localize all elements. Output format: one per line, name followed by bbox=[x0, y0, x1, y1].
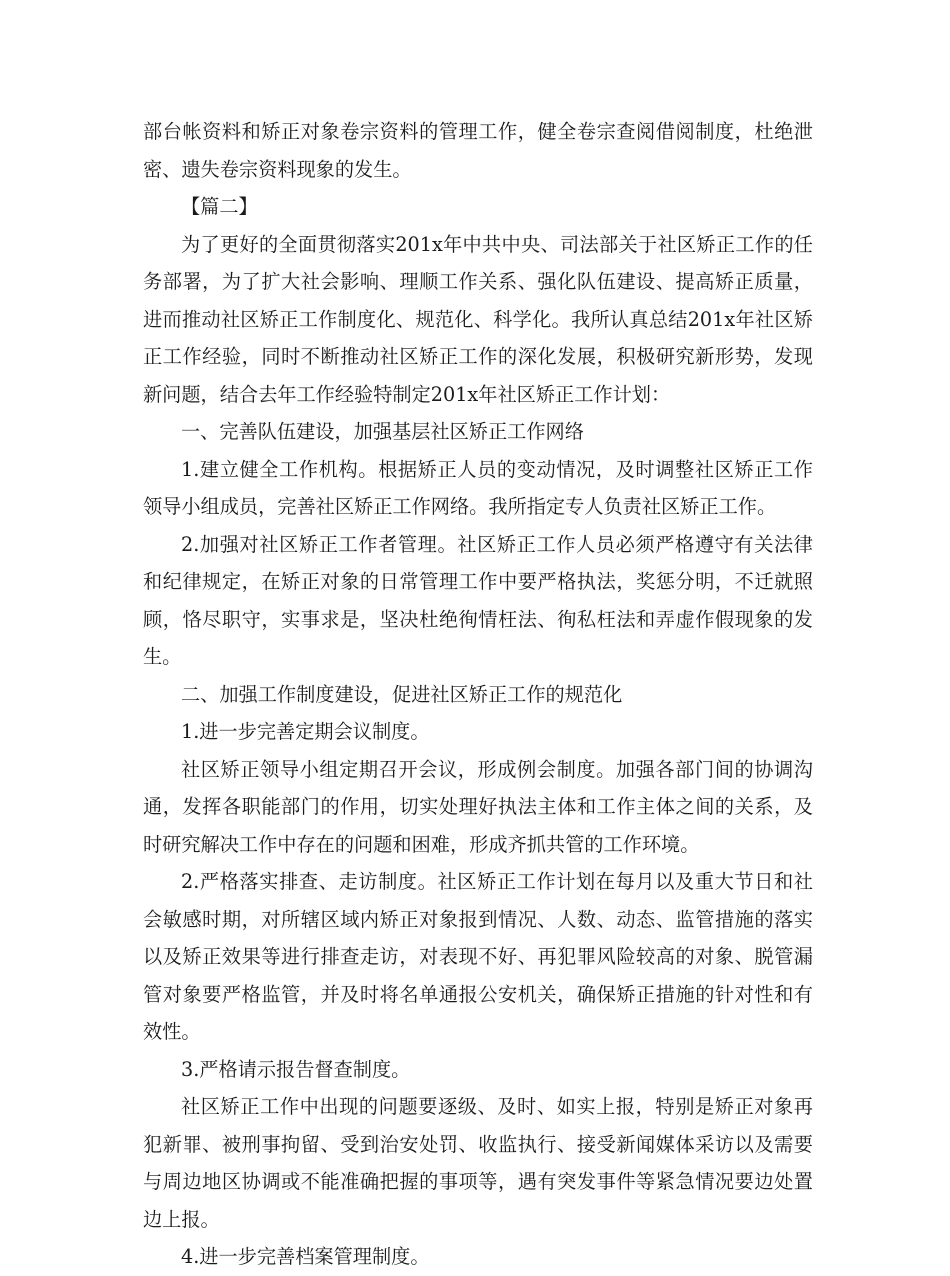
item-1-2: 2.加强对社区矫正工作者管理。社区矫正工作人员必须严格遵守有关法律和纪律规定，在矫正对象的日常管理工作中要严格执法，奖惩分明，不迁就照顾，恪尽职守，实事求是，坚决杜绝徇情枉法、徇私枉法和弄虚作假现象的发生。 bbox=[143, 532, 813, 668]
document-page bbox=[143, 113, 813, 1276]
item-2-4-title: 4.进一步完善档案管理制度。 bbox=[181, 1245, 430, 1268]
heading-section-one: 一、完善队伍建设，加强基层社区矫正工作网络 bbox=[181, 420, 584, 443]
item-2-1-body: 社区矫正领导小组定期召开会议，形成例会制度。加强各部门间的协调沟通，发挥各职能部门的作用，切实处理好执法主体和工作主体之间的关系，及时研究解决工作中存在的问题和困难，形成齐抓共管的工作环境。 bbox=[143, 757, 813, 856]
paragraph-archive-management-cont: 部台帐资料和矫正对象卷宗资料的管理工作，健全卷宗查阅借阅制度，杜绝泄密、遗失卷宗资料现象的发生。 bbox=[143, 120, 813, 181]
item-1-1: 1.建立健全工作机构。根据矫正人员的变动情况，及时调整社区矫正工作领导小组成员，完善社区矫正工作网络。我所指定专人负责社区矫正工作。 bbox=[143, 457, 813, 518]
item-2-3-body: 社区矫正工作中出现的问题要逐级、及时、如实上报，特别是矫正对象再犯新罪、被刑事拘留、受到治安处罚、收监执行、接受新闻媒体采访以及需要与周边地区协调或不能准确把握的事项等，遇有突发事件等紧急情况要边处置边上报。 bbox=[143, 1095, 813, 1231]
item-2-1-title: 1.进一步完善定期会议制度。 bbox=[181, 720, 430, 743]
paragraph-intro: 为了更好的全面贯彻落实201x年中共中央、司法部关于社区矫正工作的任务部署，为了扩大社会影响、理顺工作关系、强化队伍建设、提高矫正质量，进而推动社区矫正工作制度化、规范化、科学化。我所认真总结201x年社区矫正工作经验，同时不断推动社区矫正工作的深化发展，积极研究新形势，发现新问题，结合去年工作经验特制定201x年社区矫正工作计划： bbox=[143, 232, 813, 406]
section-tag-part-two: 【篇二】 bbox=[181, 195, 258, 218]
item-2-3-title: 3.严格请示报告督查制度。 bbox=[181, 1057, 411, 1081]
item-2-2: 2.严格落实排查、走访制度。社区矫正工作计划在每月以及重大节日和社会敏感时期，对所辖区域内矫正对象报到情况、人数、动态、监管措施的落实以及矫正效果等进行排查走访，对表现不好、再犯罪风险较高的对象、脱管漏管对象要严格监管，并及时将名单通报公安机关，确保矫正措施的针对性和有效性。 bbox=[143, 870, 813, 1043]
heading-section-two: 二、加强工作制度建设，促进社区矫正工作的规范化 bbox=[181, 682, 623, 706]
